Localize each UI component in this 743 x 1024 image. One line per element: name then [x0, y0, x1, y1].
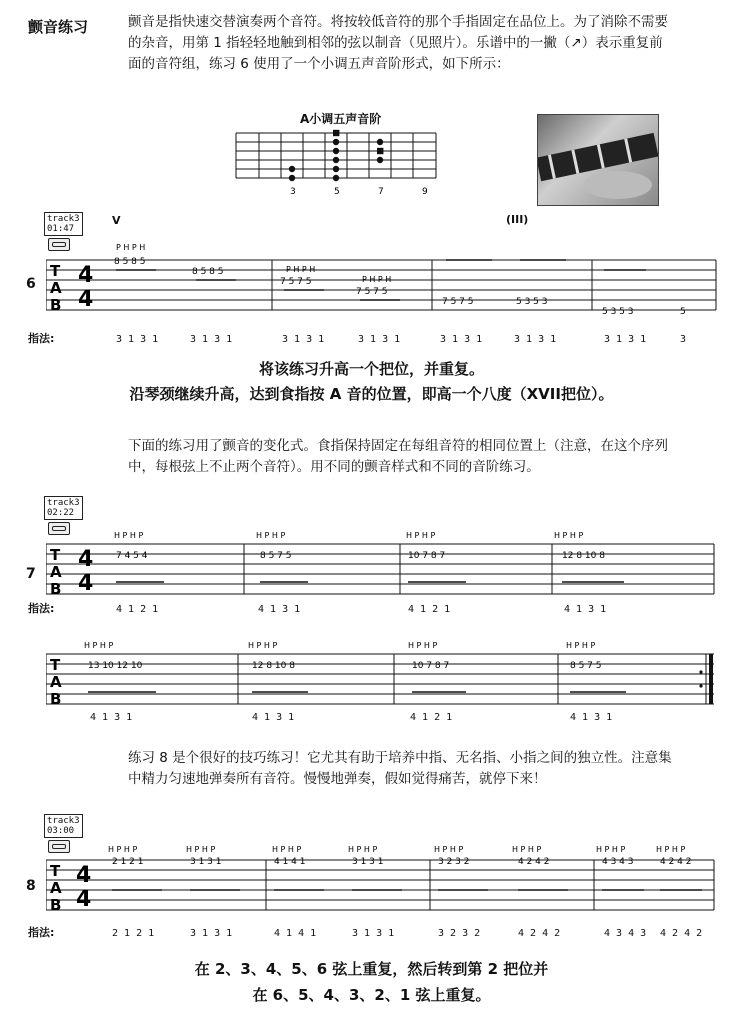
fret-group: 4 1 4 1: [274, 857, 306, 867]
time-sig-top: 4: [78, 263, 94, 288]
hp-label: H P H P: [256, 531, 286, 540]
exercise-number: 6: [26, 276, 36, 292]
hp-label: H P H P: [566, 641, 596, 650]
hp-label: H P H P: [186, 845, 216, 854]
fret-group: 4 3 4 3: [602, 857, 634, 867]
hp-label: P H P H: [286, 265, 316, 274]
paragraph-line: 中精力匀速地弹奏所有音符。慢慢地弹奏，假如觉得痛苦，就停下来！: [128, 771, 547, 787]
hp-label: P H P H: [362, 275, 392, 284]
paragraph-line: 练习 8 是个很好的技巧练习！它尤其有助于培养中指、无名指、小指之间的独立性。注意集: [128, 750, 672, 766]
intro-line: 的杂音，用第 1 指轻轻地触到相邻的弦以制音（见照片）。乐谱中的一撇（↗）表示重复前: [128, 35, 663, 51]
svg-text:A: A: [50, 279, 62, 297]
fingering-label: 指法:: [28, 602, 55, 615]
svg-text:A: A: [50, 673, 62, 691]
fingering-group: 3 1 3 1: [190, 334, 233, 345]
time-sig-bottom: 4: [78, 287, 94, 312]
repeat-instruction: 沿琴颈继续升高，达到食指按 A 音的位置，即高一个八度（XVII把位）。: [129, 385, 614, 403]
fingering-group: 4 1 3 1: [570, 712, 613, 723]
fingering-group: 4 1 3 1: [90, 712, 133, 723]
fingering-group: 4 2 4 2: [660, 928, 703, 939]
fret-label: 7: [378, 187, 384, 197]
fret-group: 8 5 8 5: [192, 267, 224, 277]
fingering-group: 4 1 3 1: [258, 604, 301, 615]
svg-text:T: T: [50, 262, 61, 280]
fret-group: 13 10 12 10: [88, 661, 143, 671]
paragraph-line: 中，每根弦上不止两个音符）。用不同的颤音样式和不同的音阶练习。: [128, 459, 540, 475]
fret-group: 7 4 5 4: [116, 551, 148, 561]
fret-group: 8 5 7 5: [570, 661, 602, 671]
fret-group: 5 3 5 3: [602, 307, 634, 317]
fret-group: 10 7 8 7: [408, 551, 446, 561]
hand-photo: [537, 114, 659, 206]
scale-chart-diagram: [234, 128, 444, 198]
fingering-group: 3 2 3 2: [438, 928, 481, 939]
svg-text:4: 4: [76, 887, 92, 912]
fret-group: 10 7 8 7: [412, 661, 450, 671]
fingering-group: 3: [680, 334, 687, 345]
svg-text:4: 4: [76, 863, 92, 888]
svg-text:4: 4: [78, 547, 94, 572]
fingering-group: 4 3 4 3: [604, 928, 647, 939]
paragraph-3: [128, 748, 728, 790]
scale-chart-title: A小调五声音阶: [300, 112, 382, 126]
fret-group: 7 5 7 5: [356, 287, 388, 297]
hp-label: H P H P: [656, 845, 686, 854]
track-time: 01:47: [47, 224, 75, 234]
intro-paragraph: [128, 12, 728, 75]
paragraph-line: 下面的练习用了颤音的变化式。食指保持固定在每组音符的相同位置上（注意，在这个序列: [128, 438, 668, 454]
fret-group: 5: [680, 307, 686, 317]
repeat-instruction: 将该练习升高一个把位，并重复。: [258, 360, 484, 378]
fret-group: 12 8 10 8: [562, 551, 605, 561]
tab-staff-7b: [46, 640, 718, 706]
fret-group: 12 8 10 8: [252, 661, 295, 671]
track-label: track3: [47, 498, 80, 508]
fingering-group: 2 1 2 1: [112, 928, 155, 939]
fret-group: 3 1 3 1: [352, 857, 384, 867]
svg-text:T: T: [50, 862, 61, 880]
fingering-group: 3 1 3 1: [190, 928, 233, 939]
hp-label: H P H P: [406, 531, 436, 540]
fingering-group: 3 1 3 1: [514, 334, 557, 345]
hp-label: H P H P: [512, 845, 542, 854]
exercise-number: 8: [26, 878, 36, 894]
fret-group: 8 5 7 5: [260, 551, 292, 561]
fret-group: 5 3 5 3: [516, 297, 548, 307]
fingering-group: 3 1 3 1: [358, 334, 401, 345]
fret-group: 4 2 4 2: [660, 857, 692, 867]
hp-label: H P H P: [434, 845, 464, 854]
fingering-group: 4 2 4 2: [518, 928, 561, 939]
fingering-group: 4 1 3 1: [564, 604, 607, 615]
fret-label: 9: [422, 187, 428, 197]
fret-group: 7 5 7 5: [442, 297, 474, 307]
svg-text:T: T: [50, 656, 61, 674]
svg-text:B: B: [50, 580, 62, 596]
hp-label: H P H P: [84, 641, 114, 650]
fingering-group: 4 1 3 1: [252, 712, 295, 723]
track-badge[interactable]: [44, 496, 83, 520]
hp-label: H P H P: [348, 845, 378, 854]
fret-group: 3 1 3 1: [190, 857, 222, 867]
fingering-group: 3 1 3 1: [604, 334, 647, 345]
fret-group: 4 2 4 2: [518, 857, 550, 867]
hp-label: H P H P: [108, 845, 138, 854]
track-badge[interactable]: [44, 814, 83, 838]
fingering-group: 4 1 2 1: [408, 604, 451, 615]
track-time: 03:00: [47, 826, 75, 836]
track-label: track3: [47, 816, 80, 826]
svg-text:B: B: [50, 690, 62, 706]
fingering-group: 4 1 4 1: [274, 928, 317, 939]
paragraph-2: [128, 436, 728, 478]
fret-group: 7 5 7 5: [280, 277, 312, 287]
fret-label: 3: [290, 187, 296, 197]
svg-text:B: B: [50, 896, 62, 914]
svg-text:B: B: [50, 296, 62, 314]
fingering-group: 4 1 2 1: [410, 712, 453, 723]
fingering-group: 3 1 3 1: [116, 334, 159, 345]
fingering-group: 3 1 3 1: [282, 334, 325, 345]
exercise-number: 7: [26, 566, 36, 582]
svg-text:A: A: [50, 879, 62, 897]
tab-staff-7a: [46, 530, 716, 596]
final-instruction: 在 6、5、4、3、2、1 弦上重复。: [252, 986, 491, 1004]
section-title: 颤音练习: [28, 18, 89, 36]
fingering-group: 3 1 3 1: [440, 334, 483, 345]
track-label: track3: [47, 214, 80, 224]
intro-line: 面的音符组，练习 6 使用了一个小调五声音阶形式，如下所示：: [128, 56, 510, 72]
hp-label: H P H P: [554, 531, 584, 540]
svg-text:T: T: [50, 546, 61, 564]
svg-text:4: 4: [78, 571, 94, 596]
fret-group: 2 1 2 1: [112, 857, 144, 867]
position-marker: (III): [506, 213, 529, 226]
hp-label: H P H P: [408, 641, 438, 650]
hp-label: H P H P: [596, 845, 626, 854]
fingering-group: 3 1 3 1: [352, 928, 395, 939]
hp-label: H P H P: [248, 641, 278, 650]
fret-group: 3 2 3 2: [438, 857, 470, 867]
tab-staff-6: [46, 226, 718, 318]
svg-text:A: A: [50, 563, 62, 581]
fret-label: 5: [334, 187, 340, 197]
tab-staff-8: [46, 840, 718, 920]
fingering-label: 指法:: [28, 332, 55, 345]
hp-label: H P H P: [114, 531, 144, 540]
hp-label: P H P H: [116, 243, 146, 252]
position-marker: V: [112, 214, 121, 227]
hp-label: H P H P: [272, 845, 302, 854]
fret-group: 8 5 8 5: [114, 257, 146, 267]
final-instruction: 在 2、3、4、5、6 弦上重复，然后转到第 2 把位并: [194, 960, 549, 978]
fingering-label: 指法:: [28, 926, 55, 939]
intro-line: 颤音是指快速交替演奏两个音符。将按较低音符的那个手指固定在品位上。为了消除不需要: [128, 14, 668, 30]
track-time: 02:22: [47, 508, 75, 518]
fingering-group: 4 1 2 1: [116, 604, 159, 615]
